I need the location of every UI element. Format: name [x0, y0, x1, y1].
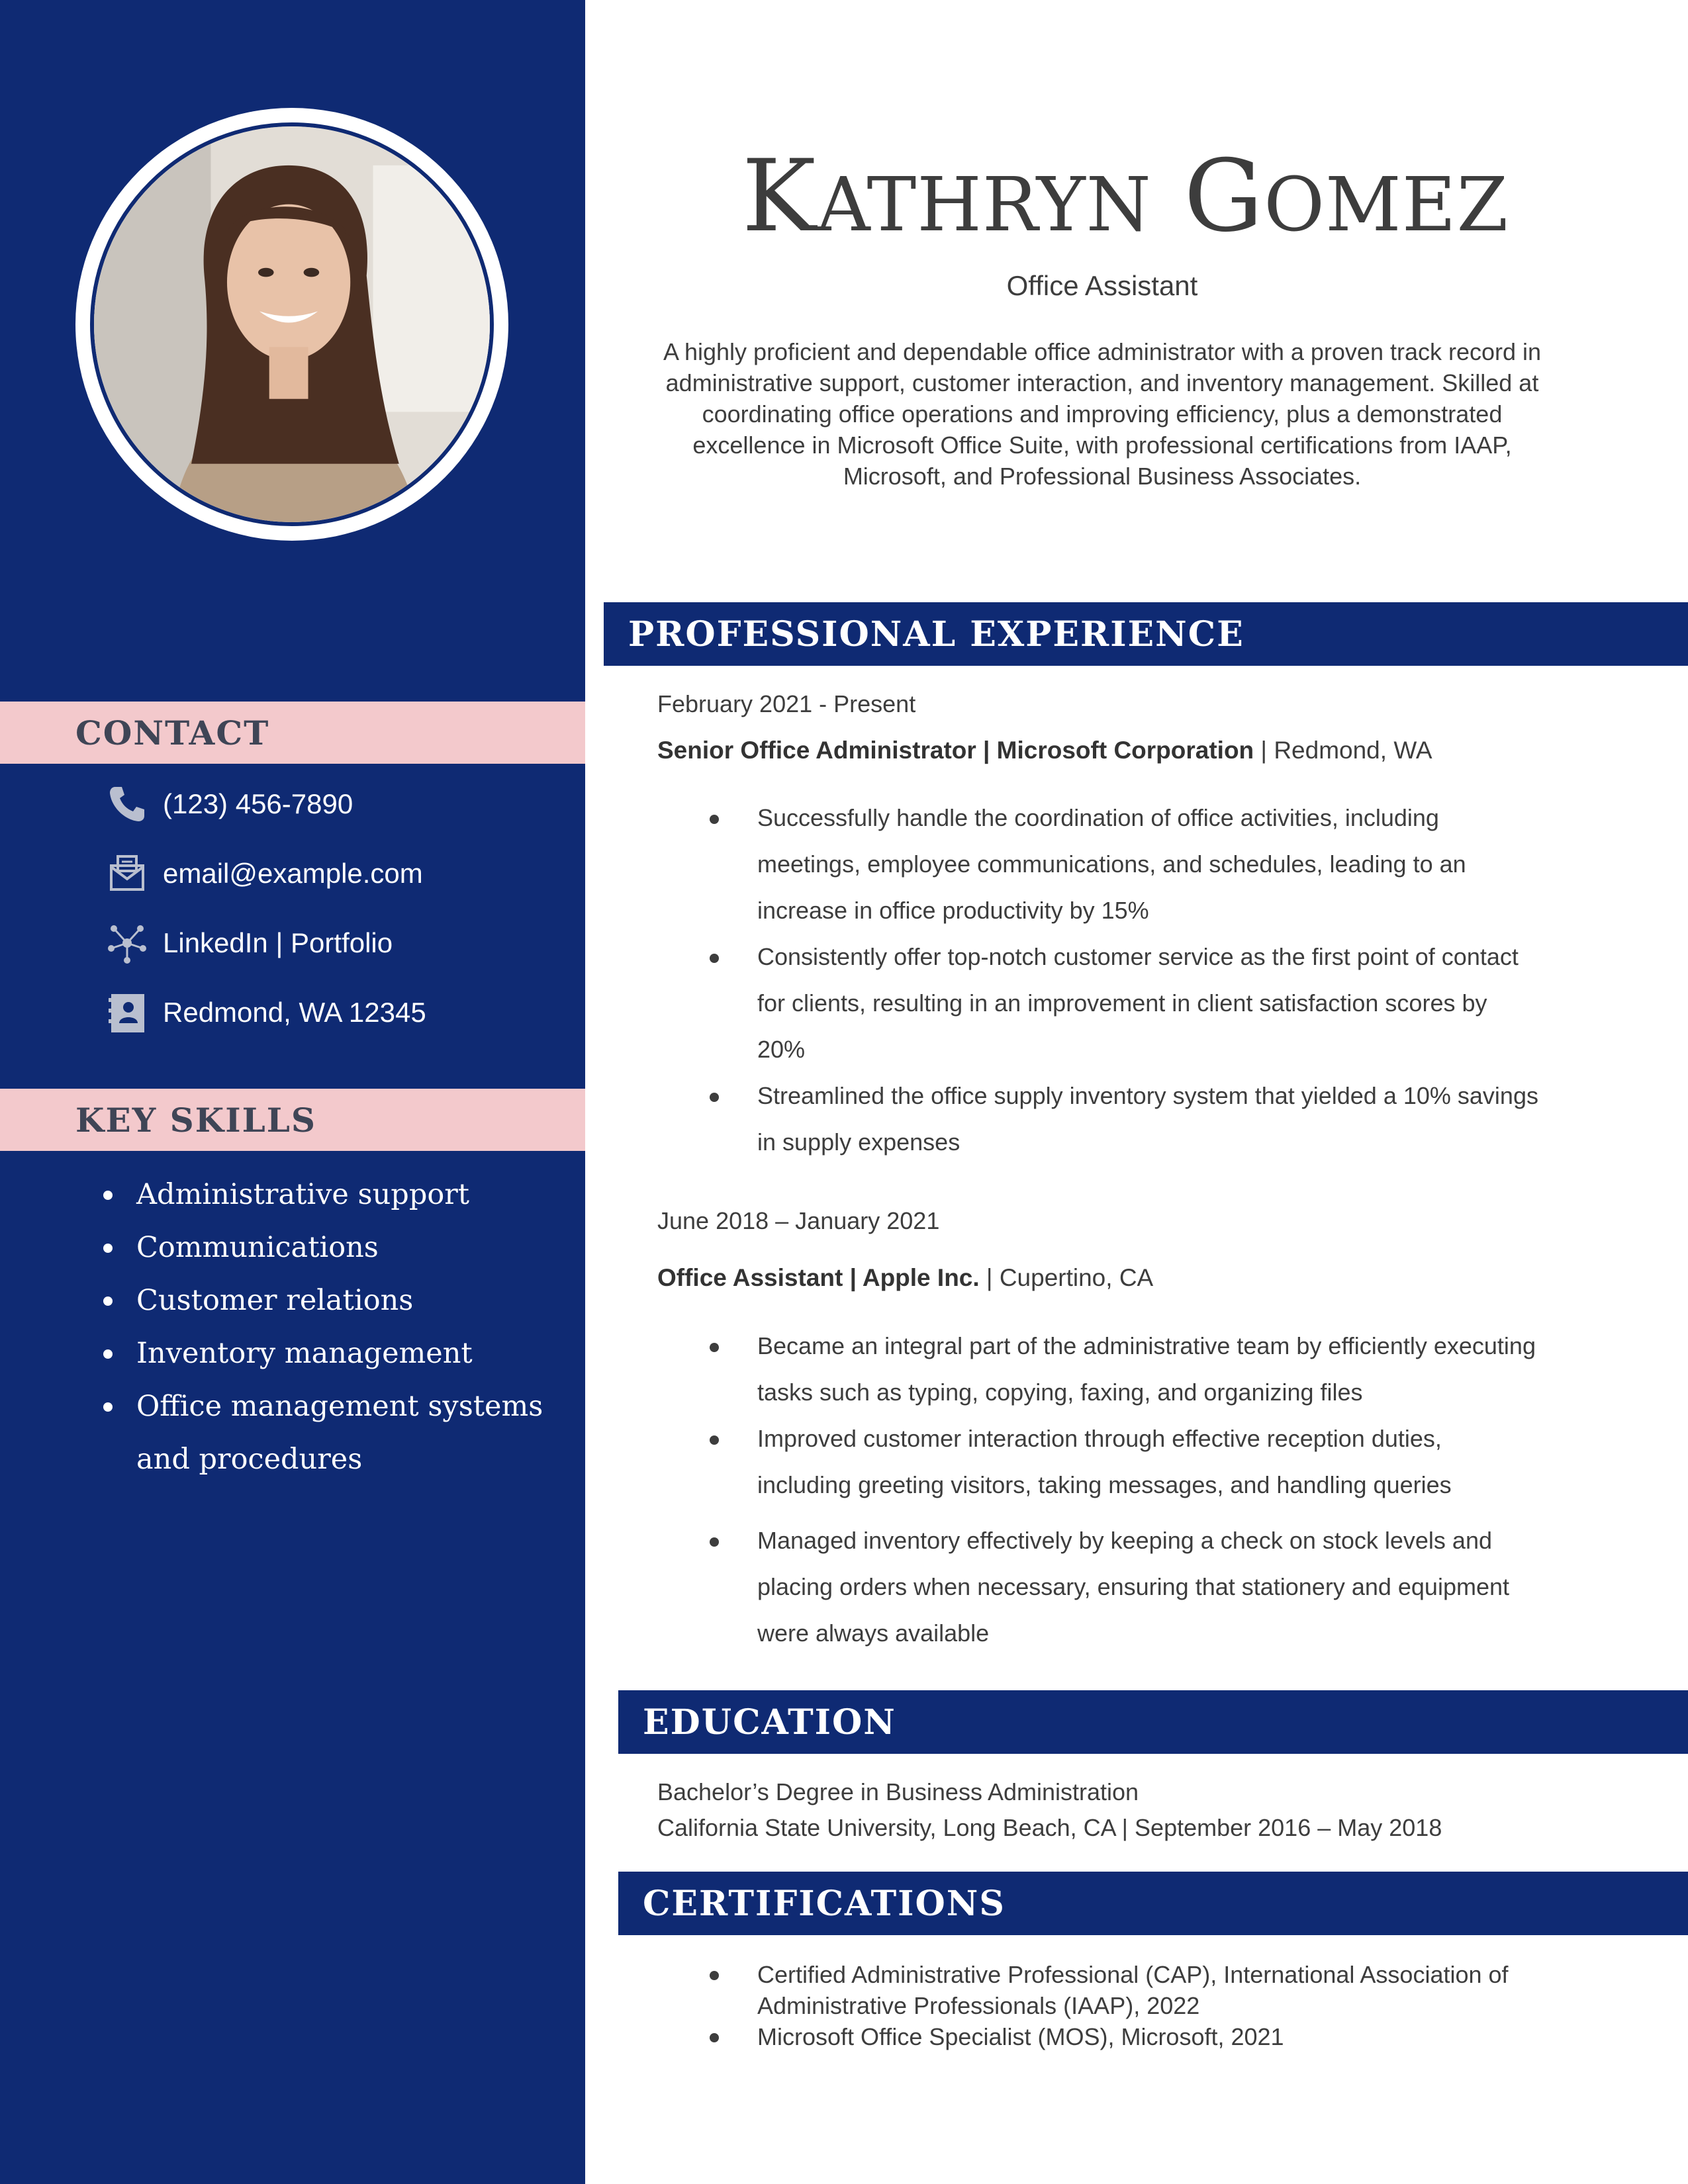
skill-item: Communications	[99, 1221, 563, 1274]
sidebar	[0, 0, 585, 2184]
job-1-bullets	[707, 795, 1541, 1165]
skill-item: Office management systems and procedures	[99, 1380, 563, 1486]
certifications-heading-bar	[618, 1872, 1688, 1935]
contact-heading-band	[0, 702, 585, 764]
skill-item: Customer relations	[99, 1274, 563, 1327]
job-2-bullet: Became an integral part of the administrative team by efficiently executing tasks such as typing, copying, faxing, and organizing files	[707, 1323, 1541, 1416]
location-text: Redmond, WA 12345	[163, 997, 426, 1028]
job-1-title: Senior Office Administrator | Microsoft Corporation	[657, 737, 1254, 764]
job-1-role	[657, 737, 1432, 764]
job-2-title: Office Assistant | Apple Inc.	[657, 1264, 980, 1291]
name-first-rest: ATHRYN	[816, 162, 1152, 248]
experience-heading: PROFESSIONAL EXPERIENCE	[628, 614, 1244, 655]
skill-item: Inventory management	[99, 1327, 563, 1380]
skills-heading: KEY SKILLS	[75, 1101, 317, 1140]
education-heading: EDUCATION	[643, 1702, 896, 1743]
job-2-bullets	[707, 1323, 1541, 1657]
certifications-heading: CERTIFICATIONS	[643, 1884, 1006, 1924]
contact-phone[interactable]	[106, 781, 353, 827]
contact-location	[106, 989, 426, 1036]
certification-item: Certified Administrative Professional (CAP), International Association of Administrative Professionals (IAAP), 2022	[707, 1959, 1541, 2021]
certifications-list	[707, 1959, 1541, 2052]
job-1-bullet: Successfully handle the coordination of office activities, including meetings, employee communications, and schedules, leading to an increase in office productivity by 15%	[707, 795, 1541, 934]
job-2-role	[657, 1264, 1153, 1292]
profile-photo	[90, 122, 494, 526]
experience-heading-bar	[604, 602, 1688, 666]
job-title: Office Assistant	[1006, 270, 1198, 301]
phone-text: (123) 456-7890	[163, 788, 353, 819]
job-1-bullet: Streamlined the office supply inventory system that yielded a 10% savings in supply expenses	[707, 1073, 1541, 1165]
skills-list	[99, 1168, 563, 1486]
links-text: LinkedIn | Portfolio	[163, 927, 393, 958]
job-2-location: | Cupertino, CA	[979, 1264, 1154, 1291]
job-1-location: | Redmond, WA	[1254, 737, 1432, 764]
email-icon	[106, 852, 148, 895]
phone-icon	[106, 783, 148, 825]
job-2-bullet: Improved customer interaction through effective reception duties, including greeting visitors, taking messages, and handling queries	[707, 1416, 1541, 1508]
job-1-dates: February 2021 - Present	[657, 690, 916, 717]
education-degree: Bachelor’s Degree in Business Administration	[657, 1778, 1139, 1805]
education-school: California State University, Long Beach, CA | September 2016 – May 2018	[657, 1814, 1442, 1841]
contact-email[interactable]	[106, 850, 423, 897]
job-1-bullet: Consistently offer top-notch customer service as the first point of contact for clients, resulting in an improvement in client satisfaction scores by 20%	[707, 934, 1541, 1073]
education-heading-bar	[618, 1690, 1688, 1754]
profile-photo-frame	[75, 108, 508, 541]
name-first-initial: K	[741, 139, 817, 254]
candidate-name	[662, 139, 1589, 254]
name-last-initial: G	[1184, 139, 1264, 254]
contact-links[interactable]	[106, 920, 393, 966]
contact-heading: CONTACT	[75, 713, 270, 752]
name-last-rest: OMEZ	[1264, 162, 1509, 248]
skills-heading-band	[0, 1089, 585, 1151]
summary-paragraph: A highly proficient and dependable office administrator with a proven track record in administrative support, customer interaction, and inventory management. Skilled at coordinating office operations and improving efficiency, plus a demonstrated excellence in Microsoft Office Suite, with professional certifications from IAAP, Microsoft, and Professional Business Associates.	[663, 338, 1542, 490]
job-2-bullet: Managed inventory effectively by keeping a check on stock levels and placing orders when necessary, ensuring that stationery and equipment were always available	[707, 1518, 1541, 1657]
profile-photo-illustration	[94, 126, 490, 522]
certification-item: Microsoft Office Specialist (MOS), Microsoft, 2021	[707, 2021, 1541, 2052]
network-icon	[106, 922, 148, 964]
job-2-dates: June 2018 – January 2021	[657, 1207, 940, 1234]
email-text: email@example.com	[163, 858, 423, 889]
skill-item: Administrative support	[99, 1168, 563, 1221]
address-book-icon	[106, 991, 148, 1034]
